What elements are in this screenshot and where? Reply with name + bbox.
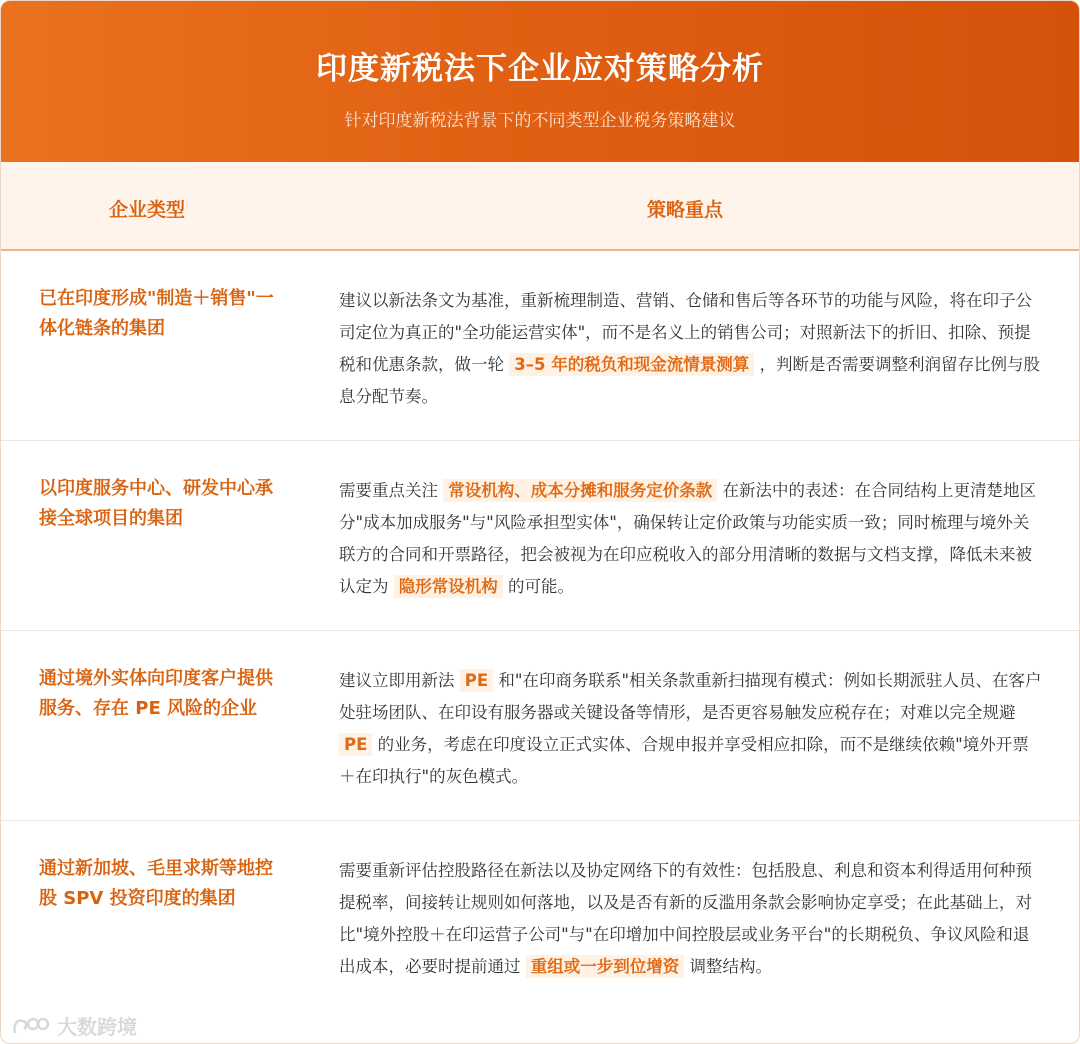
table-row [1,631,1079,821]
strategy-text [339,665,1044,793]
strategy-text-part: 需要重点关注 [339,481,438,500]
strategy-text-part: 在新法中的表述：在合同结构上更清楚地区分"成本加成服务"与"风险承担型实体"，确保转让定价政策与功能实质一致；同时梳理与境外关联方的合同和开票路径，把会被视为在印应税收入的部分用清晰的数据与文档支撑，降低未来被认定为 [339,481,1036,596]
highlight-term: 重组或一步到位增资 [526,955,685,978]
page-subtitle: 针对印度新税法背景下的不同类型企业税务策略建议 [344,111,736,131]
strategy-text-part: 的可能。 [508,577,574,596]
enterprise-type: 通过境外实体向印度客户提供服务、存在 PE 风险的企业 [39,668,273,719]
table-row [1,821,1079,1044]
watermark-text: 大数跨境 [57,1015,137,1039]
table-row [1,441,1079,631]
enterprise-type: 已在印度形成"制造＋销售"一体化链条的集团 [39,288,274,339]
strategy-text-part: 的业务，考虑在印度设立正式实体、合规申报并享受相应扣除，而不是继续依赖"境外开票＋在印执行"的灰色模式。 [339,735,1029,786]
enterprise-type: 以印度服务中心、研发中心承接全球项目的集团 [39,478,273,529]
strategy-text [339,475,1044,603]
table-header [1,162,1079,251]
strategy-text [339,285,1044,413]
header-banner [1,1,1079,162]
enterprise-type: 通过新加坡、毛里求斯等地控股 SPV 投资印度的集团 [39,858,273,909]
strategy-text-part: 建议立即用新法 [339,671,455,690]
strategy-text [339,855,1044,983]
strategy-text-part: 和"在印商务联系"相关条款重新扫描现有模式：例如长期派驻人员、在客户处驻场团队、在印设有服务器或关键设备等情形，是否更容易触发应税存在；对难以完全规避 [339,671,1042,722]
highlight-term: PE [339,733,372,756]
strategy-text-part: 需要重新评估控股路径在新法以及协定网络下的有效性：包括股息、利息和资本利得适用何种预提税率，间接转让规则如何落地，以及是否有新的反滥用条款会影响协定享受；在此基础上，对比"境外控股＋在印运营子公司"与"在印增加中间控股层或业务平台"的长期税负、争议风险和退出成本，必要时提前通过 [339,861,1032,976]
strategy-text-part: 调整结构。 [689,957,772,976]
column-header-strategy: 策略重点 [647,199,724,221]
page-title: 印度新税法下企业应对策略分析 [316,51,764,87]
highlight-term: 常设机构、成本分摊和服务定价条款 [443,479,717,502]
highlight-term: 隐形常设机构 [394,575,503,598]
watermark [11,1011,137,1040]
highlight-term: PE [460,669,493,692]
watermark-logo-icon [11,1015,51,1037]
column-header-type: 企业类型 [109,199,186,221]
strategy-text-part: 建议以新法条文为基准，重新梳理制造、营销、仓储和售后等各环节的功能与风险，将在印子公司定位为真正的"全功能运营实体"，而不是名义上的销售公司；对照新法下的折旧、扣除、预提税和优惠条款，做一轮 [339,291,1032,374]
strategy-text-part: ，判断是否需要调整利润留存比例与股息分配节奏。 [339,355,1040,406]
table-row [1,251,1079,441]
highlight-term: 3–5 年的税负和现金流情景测算 [509,353,754,376]
